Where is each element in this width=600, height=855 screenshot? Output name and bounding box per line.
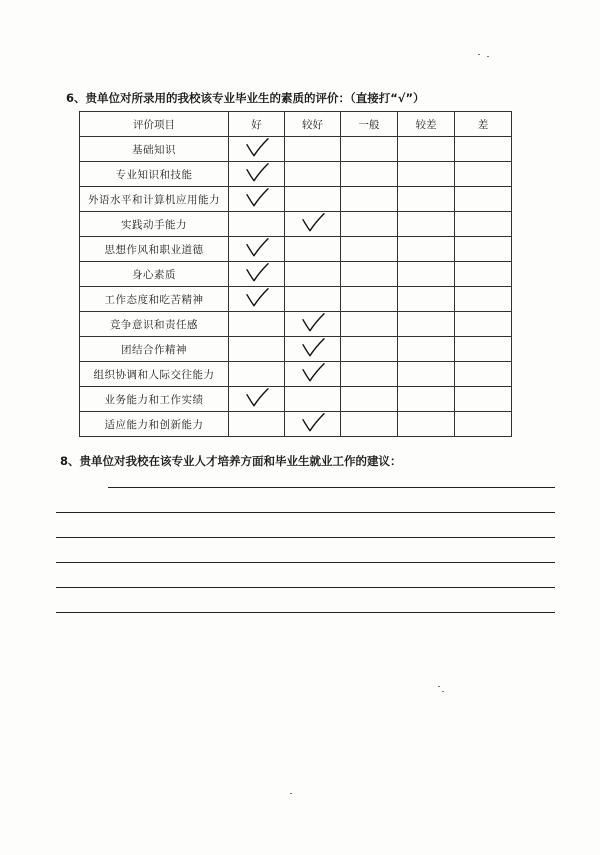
rating-cell[interactable] bbox=[229, 312, 285, 337]
table-row bbox=[80, 137, 512, 162]
rating-cell[interactable] bbox=[398, 412, 455, 437]
table-row bbox=[80, 187, 512, 212]
header-good: 较好 bbox=[285, 112, 341, 137]
rating-cell[interactable] bbox=[285, 287, 341, 312]
table-row bbox=[80, 362, 512, 387]
rating-cell[interactable] bbox=[398, 262, 455, 287]
rating-cell[interactable] bbox=[341, 312, 398, 337]
rating-cell[interactable] bbox=[398, 237, 455, 262]
evaluation-item-label: 团结合作精神 bbox=[80, 337, 229, 362]
rating-cell[interactable] bbox=[341, 337, 398, 362]
evaluation-item-label: 基础知识 bbox=[80, 137, 229, 162]
rating-cell[interactable] bbox=[455, 237, 512, 262]
rating-cell[interactable] bbox=[229, 387, 285, 412]
table-row bbox=[80, 262, 512, 287]
rating-cell[interactable] bbox=[229, 412, 285, 437]
scan-speck bbox=[487, 56, 489, 57]
rating-cell[interactable] bbox=[398, 387, 455, 412]
rating-cell[interactable] bbox=[285, 362, 341, 387]
rating-cell[interactable] bbox=[285, 312, 341, 337]
evaluation-item-label: 适应能力和创新能力 bbox=[80, 412, 229, 437]
rating-cell[interactable] bbox=[398, 162, 455, 187]
checkmark-icon bbox=[242, 185, 272, 211]
evaluation-item-label: 工作态度和吃苦精神 bbox=[80, 287, 229, 312]
rating-cell[interactable] bbox=[341, 387, 398, 412]
rating-cell[interactable] bbox=[285, 337, 341, 362]
rating-cell[interactable] bbox=[229, 362, 285, 387]
rating-cell[interactable] bbox=[455, 412, 512, 437]
evaluation-item-label: 身心素质 bbox=[80, 262, 229, 287]
table-row bbox=[80, 212, 512, 237]
scan-speck bbox=[442, 691, 444, 692]
answer-line[interactable] bbox=[56, 537, 555, 538]
header-very-poor: 差 bbox=[455, 112, 512, 137]
answer-line[interactable] bbox=[56, 587, 555, 588]
checkmark-icon bbox=[242, 135, 272, 161]
rating-cell[interactable] bbox=[455, 362, 512, 387]
question-8-title: 8、贵单位对我校在该专业人才培养方面和毕业生就业工作的建议： bbox=[60, 454, 402, 468]
evaluation-item-label: 组织协调和人际交往能力 bbox=[80, 362, 229, 387]
rating-cell[interactable] bbox=[398, 312, 455, 337]
evaluation-item-label: 竞争意识和责任感 bbox=[80, 312, 229, 337]
header-average: 一般 bbox=[341, 112, 398, 137]
rating-cell[interactable] bbox=[455, 387, 512, 412]
rating-cell[interactable] bbox=[285, 262, 341, 287]
answer-line[interactable] bbox=[56, 512, 555, 513]
rating-cell[interactable] bbox=[341, 162, 398, 187]
rating-cell[interactable] bbox=[341, 362, 398, 387]
evaluation-table bbox=[79, 111, 512, 437]
checkmark-icon bbox=[298, 310, 328, 336]
rating-cell[interactable] bbox=[455, 312, 512, 337]
checkmark-icon bbox=[298, 360, 328, 386]
rating-cell[interactable] bbox=[455, 212, 512, 237]
evaluation-item-label: 思想作风和职业道德 bbox=[80, 237, 229, 262]
rating-cell[interactable] bbox=[398, 212, 455, 237]
rating-cell[interactable] bbox=[455, 187, 512, 212]
scan-speck bbox=[290, 793, 292, 794]
checkmark-icon bbox=[298, 410, 328, 436]
rating-cell[interactable] bbox=[341, 212, 398, 237]
checkmark-icon bbox=[298, 210, 328, 236]
table-row bbox=[80, 287, 512, 312]
rating-cell[interactable] bbox=[455, 287, 512, 312]
rating-cell[interactable] bbox=[398, 137, 455, 162]
rating-cell[interactable] bbox=[455, 262, 512, 287]
checkmark-icon bbox=[242, 260, 272, 286]
rating-cell[interactable] bbox=[229, 337, 285, 362]
table-row bbox=[80, 387, 512, 412]
question-6-title: 6、贵单位对所录用的我校该专业毕业生的素质的评价：（直接打“√”） bbox=[66, 91, 425, 105]
rating-cell[interactable] bbox=[341, 412, 398, 437]
rating-cell[interactable] bbox=[285, 137, 341, 162]
header-poor: 较差 bbox=[398, 112, 455, 137]
rating-cell[interactable] bbox=[285, 162, 341, 187]
table-header-row bbox=[80, 112, 512, 137]
checkmark-icon bbox=[242, 285, 272, 311]
table-row bbox=[80, 312, 512, 337]
rating-cell[interactable] bbox=[398, 362, 455, 387]
table-row bbox=[80, 337, 512, 362]
rating-cell[interactable] bbox=[455, 162, 512, 187]
rating-cell[interactable] bbox=[285, 387, 341, 412]
rating-cell[interactable] bbox=[398, 337, 455, 362]
rating-cell[interactable] bbox=[341, 187, 398, 212]
rating-cell[interactable] bbox=[398, 187, 455, 212]
header-excellent: 好 bbox=[229, 112, 285, 137]
rating-cell[interactable] bbox=[229, 237, 285, 262]
rating-cell[interactable] bbox=[341, 262, 398, 287]
rating-cell[interactable] bbox=[285, 187, 341, 212]
rating-cell[interactable] bbox=[285, 412, 341, 437]
rating-cell[interactable] bbox=[455, 337, 512, 362]
checkmark-icon bbox=[242, 385, 272, 411]
answer-line[interactable] bbox=[56, 562, 555, 563]
answer-line[interactable] bbox=[108, 487, 555, 488]
rating-cell[interactable] bbox=[341, 137, 398, 162]
answer-line[interactable] bbox=[56, 612, 555, 613]
evaluation-item-label: 业务能力和工作实绩 bbox=[80, 387, 229, 412]
scan-speck bbox=[438, 686, 440, 687]
rating-cell[interactable] bbox=[285, 237, 341, 262]
scan-speck bbox=[478, 54, 480, 55]
header-item: 评价项目 bbox=[80, 112, 229, 137]
rating-cell[interactable] bbox=[229, 287, 285, 312]
rating-cell[interactable] bbox=[229, 187, 285, 212]
checkmark-icon bbox=[298, 335, 328, 361]
evaluation-item-label: 外语水平和计算机应用能力 bbox=[80, 187, 229, 212]
rating-cell[interactable] bbox=[229, 262, 285, 287]
rating-cell[interactable] bbox=[285, 212, 341, 237]
rating-cell[interactable] bbox=[341, 237, 398, 262]
table-row bbox=[80, 412, 512, 437]
rating-cell[interactable] bbox=[455, 137, 512, 162]
rating-cell[interactable] bbox=[341, 287, 398, 312]
rating-cell[interactable] bbox=[229, 212, 285, 237]
checkmark-icon bbox=[242, 235, 272, 261]
rating-cell[interactable] bbox=[229, 137, 285, 162]
evaluation-item-label: 专业知识和技能 bbox=[80, 162, 229, 187]
checkmark-icon bbox=[242, 160, 272, 186]
rating-cell[interactable] bbox=[398, 287, 455, 312]
rating-cell[interactable] bbox=[229, 162, 285, 187]
table-row bbox=[80, 237, 512, 262]
table-row bbox=[80, 162, 512, 187]
evaluation-item-label: 实践动手能力 bbox=[80, 212, 229, 237]
